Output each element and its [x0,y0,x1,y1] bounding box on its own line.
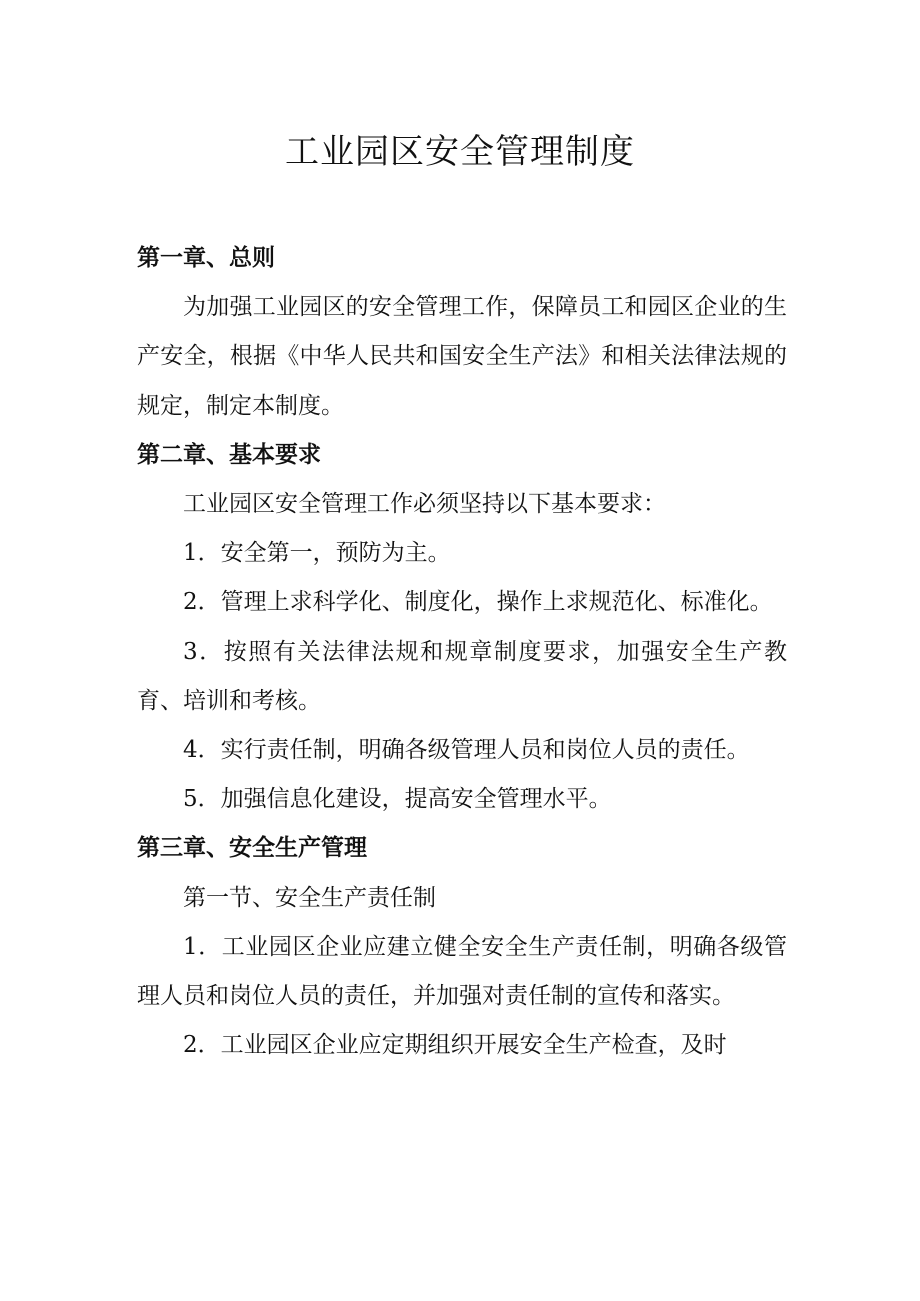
document-body [137,234,787,1070]
chapter-2-item-2: 2．管理上求科学化、制度化，操作上求规范化、标准化。 [183,589,773,616]
chapter-3-item-2: 2．工业园区企业应定期组织开展安全生产检查，及时 [183,1032,727,1059]
chapter-1-paragraph: 为加强工业园区的安全管理工作，保障员工和园区企业的生产安全，根据《中华人民共和国安全生产法》和相关法律法规的规定，制定本制度。 [137,294,787,419]
chapter-3-section-1-title: 第一节、安全生产责任制 [183,884,436,911]
chapter-2-item-4: 4．实行责任制，明确各级管理人员和岗位人员的责任。 [183,737,750,764]
chapter-3-item-1: 1．工业园区企业应建立健全安全生产责任制，明确各级管理人员和岗位人员的责任，并加强对责任制的宣传和落实。 [137,933,787,1010]
chapter-3-heading: 第三章、安全生产管理 [137,835,367,862]
chapter-2-intro: 工业园区安全管理工作必须坚持以下基本要求： [183,491,666,518]
chapter-2-heading: 第二章、基本要求 [137,441,321,468]
document-title: 工业园区安全管理制度 [285,132,635,172]
chapter-2-item-1: 1．安全第一，预防为主。 [183,540,451,567]
chapter-2-item-3: 3．按照有关法律法规和规章制度要求，加强安全生产教育、培训和考核。 [137,638,787,714]
chapter-2-item-5: 5．加强信息化建设，提高安全管理水平。 [183,786,612,813]
chapter-1-heading: 第一章、总则 [137,245,275,271]
